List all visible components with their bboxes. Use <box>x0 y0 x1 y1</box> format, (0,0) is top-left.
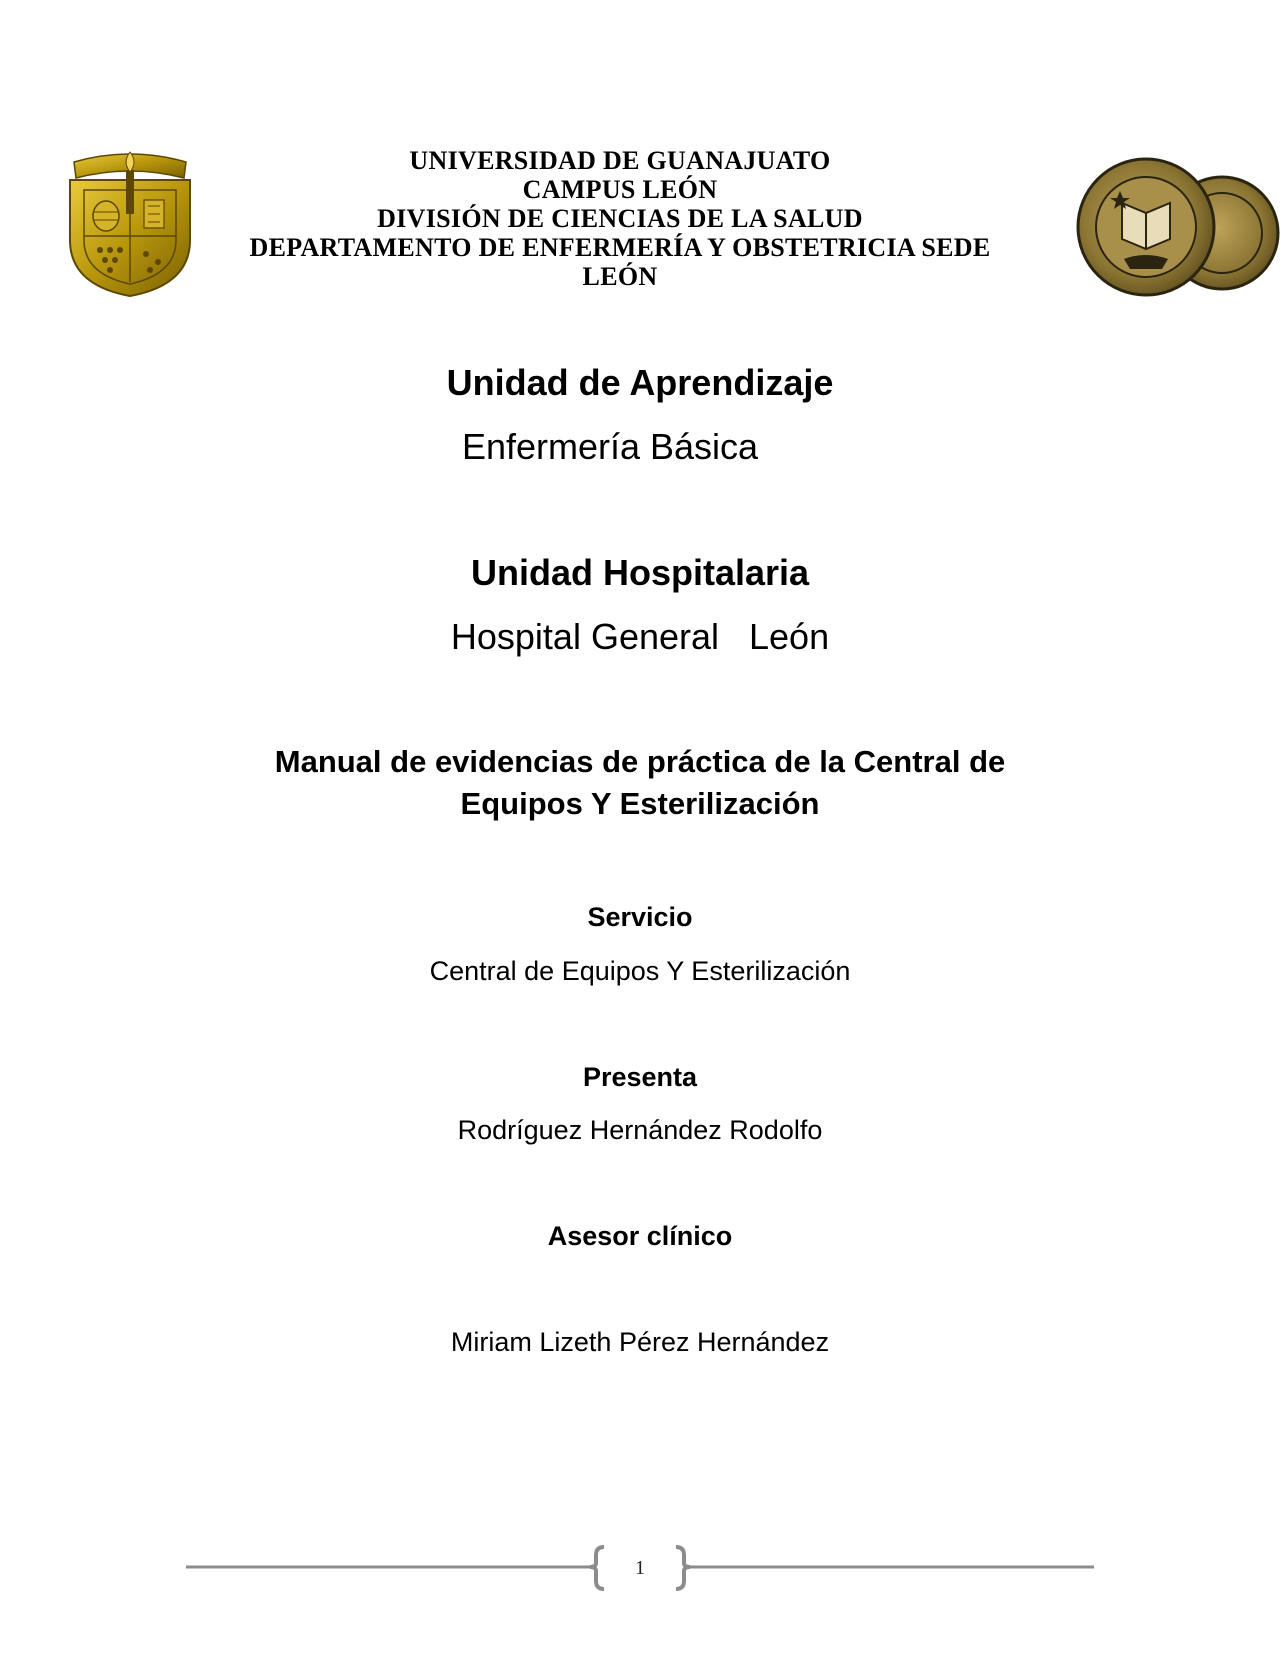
nursing-department-seal-logo <box>1072 155 1280 305</box>
institution-line-university: UNIVERSIDAD DE GUANAJUATO <box>409 146 831 175</box>
presenter-value: Rodríguez Hernández Rodolfo <box>457 1115 823 1145</box>
presenter-label: Presenta <box>582 1062 698 1092</box>
manual-title-line-1: Manual de evidencias de práctica de la Central de <box>274 744 1006 779</box>
university-crest-logo <box>60 150 200 300</box>
institution-line-department-cont: LEÓN <box>582 262 658 291</box>
institution-line-department: DEPARTAMENTO DE ENFERMERÍA Y OBSTETRICIA SEDE <box>249 233 991 262</box>
right-bracket-icon <box>676 1547 690 1589</box>
page-footer <box>0 1535 1280 1595</box>
institution-heading <box>200 146 1040 291</box>
institution-line-division: DIVISIÓN DE CIENCIAS DE LA SALUD <box>377 204 863 233</box>
manual-title-line-2: Equipos Y Esterilización <box>460 786 820 821</box>
hospital-unit-value: Hospital General León <box>450 616 830 657</box>
institution-line-campus: CAMPUS LEÓN <box>522 175 718 204</box>
service-label: Servicio <box>587 902 693 932</box>
manual-title <box>0 741 1280 825</box>
advisor-value: Miriam Lizeth Pérez Hernández <box>450 1327 830 1357</box>
page-number: 1 <box>635 1557 645 1579</box>
advisor-label: Asesor clínico <box>547 1221 733 1251</box>
learning-unit-label: Unidad de Aprendizaje <box>446 362 834 403</box>
document-header <box>0 0 1280 320</box>
hospital-unit-label: Unidad Hospitalaria <box>470 552 810 593</box>
left-bracket-icon <box>590 1547 604 1589</box>
learning-unit-value: Enfermería Básica <box>461 426 759 467</box>
service-value: Central de Equipos Y Esterilización <box>429 956 851 986</box>
